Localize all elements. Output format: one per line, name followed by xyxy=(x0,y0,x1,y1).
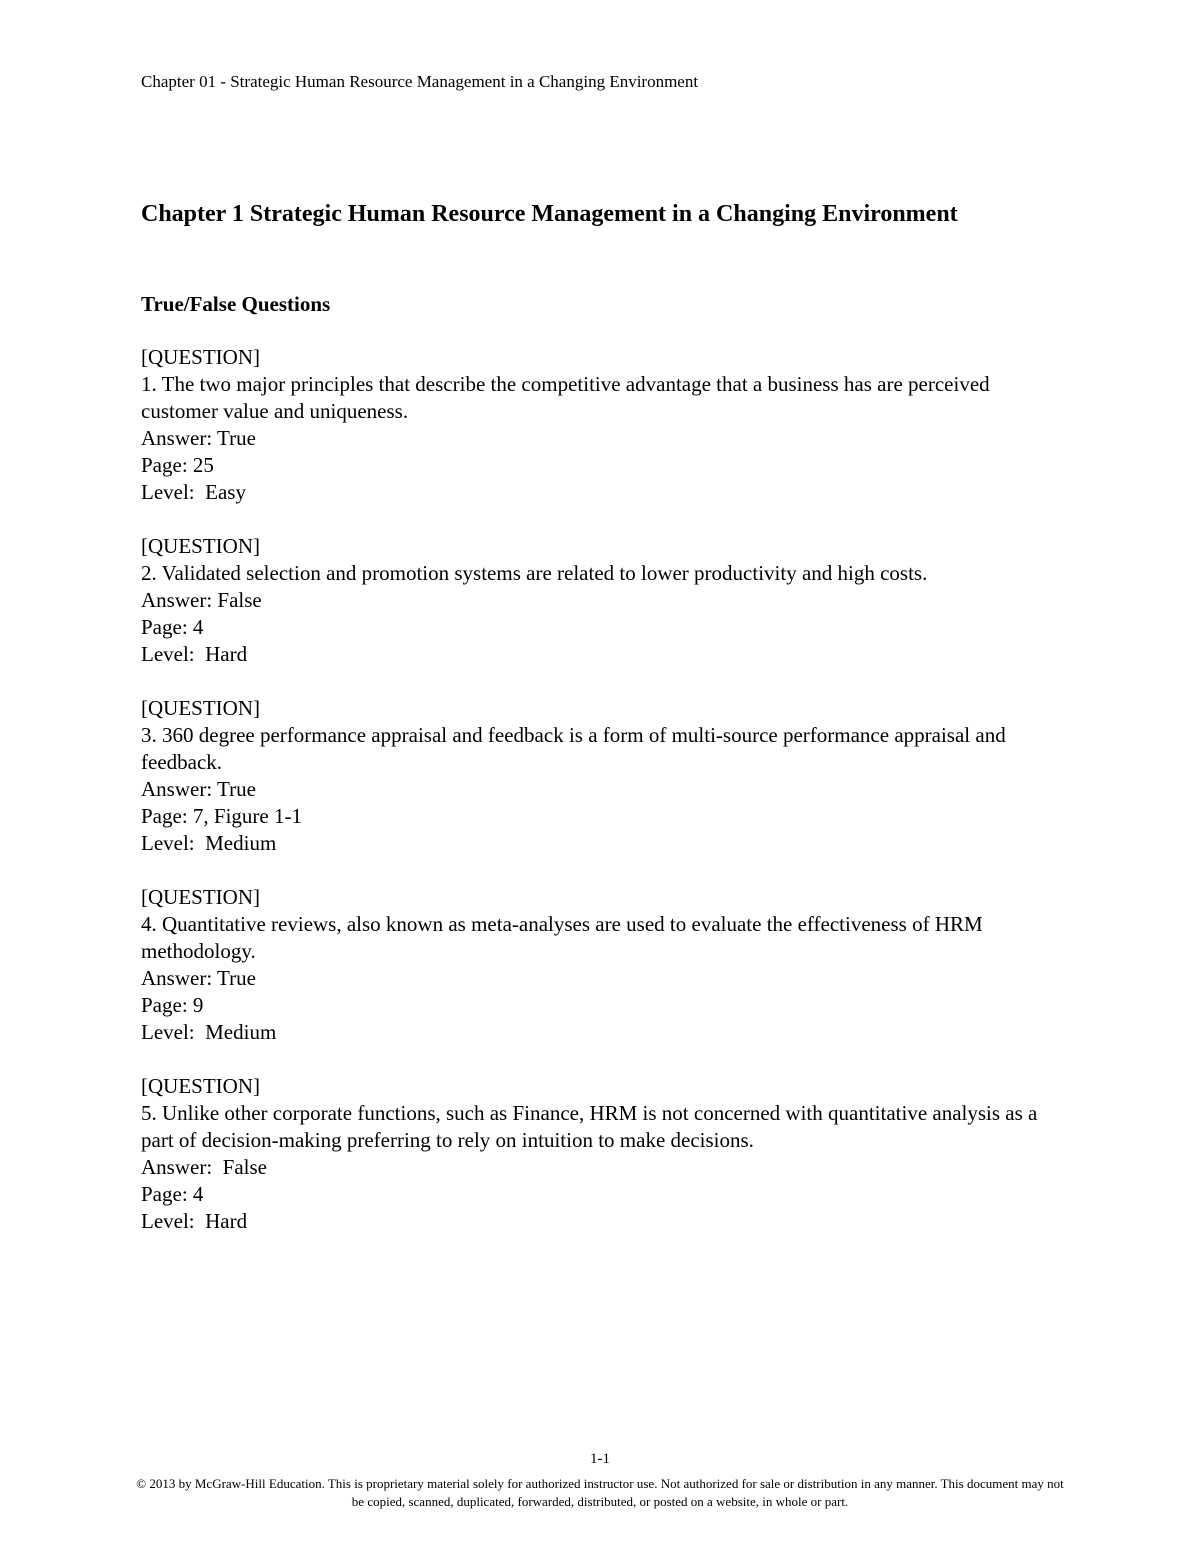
question-level: Level: Easy xyxy=(141,480,246,504)
question-page: Page: 7, Figure 1-1 xyxy=(141,804,302,828)
question-tag: [QUESTION] xyxy=(141,696,260,720)
question-item xyxy=(141,884,1041,1046)
page-number: 1-1 xyxy=(590,1451,610,1467)
question-item xyxy=(141,533,1041,668)
question-level: Level: Hard xyxy=(141,642,248,666)
question-tag: [QUESTION] xyxy=(141,345,260,369)
question-item xyxy=(141,1073,1041,1235)
question-answer: Answer: False xyxy=(141,588,262,612)
question-text: 4. Quantitative reviews, also known as meta-analyses are used to evaluate the effectiveness of HRM methodology. xyxy=(141,912,988,963)
question-answer: Answer: True xyxy=(141,777,256,801)
question-list xyxy=(141,344,1041,1262)
question-tag: [QUESTION] xyxy=(141,534,260,558)
question-level: Level: Medium xyxy=(141,1020,277,1044)
question-answer: Answer: True xyxy=(141,966,256,990)
question-page: Page: 9 xyxy=(141,993,204,1017)
question-tag: [QUESTION] xyxy=(141,885,260,909)
question-item xyxy=(141,695,1041,857)
question-item xyxy=(141,344,1041,506)
question-text: 5. Unlike other corporate functions, such as Finance, HRM is not concerned with quantitative analysis as a part of decision-making preferring to rely on intuition to make decisions. xyxy=(141,1101,1043,1152)
question-tag: [QUESTION] xyxy=(141,1074,260,1098)
section-title: True/False Questions xyxy=(141,292,331,316)
copyright-notice: © 2013 by McGraw-Hill Education. This is proprietary material solely for authorized instructor use. Not authorized for sale or distribution in any manner. This document may not be copied, scanned, duplicated, forwarded, distributed, or posted on a website, in whole or part. xyxy=(136,1476,1064,1509)
question-page: Page: 25 xyxy=(141,453,214,477)
question-level: Level: Hard xyxy=(141,1209,248,1233)
question-answer: Answer: True xyxy=(141,426,256,450)
question-answer: Answer: False xyxy=(141,1155,267,1179)
question-page: Page: 4 xyxy=(141,1182,204,1206)
chapter-title: Chapter 1 Strategic Human Resource Management in a Changing Environment xyxy=(141,201,958,227)
question-text: 3. 360 degree performance appraisal and feedback is a form of multi-source performance appraisal and feedback. xyxy=(141,723,1011,774)
question-page: Page: 4 xyxy=(141,615,204,639)
question-level: Level: Medium xyxy=(141,831,277,855)
question-text: 2. Validated selection and promotion systems are related to lower productivity and high costs. xyxy=(141,561,928,585)
running-header: Chapter 01 - Strategic Human Resource Management in a Changing Environment xyxy=(141,72,699,91)
question-text: 1. The two major principles that describe the competitive advantage that a business has are perceived customer value and uniqueness. xyxy=(141,372,995,423)
